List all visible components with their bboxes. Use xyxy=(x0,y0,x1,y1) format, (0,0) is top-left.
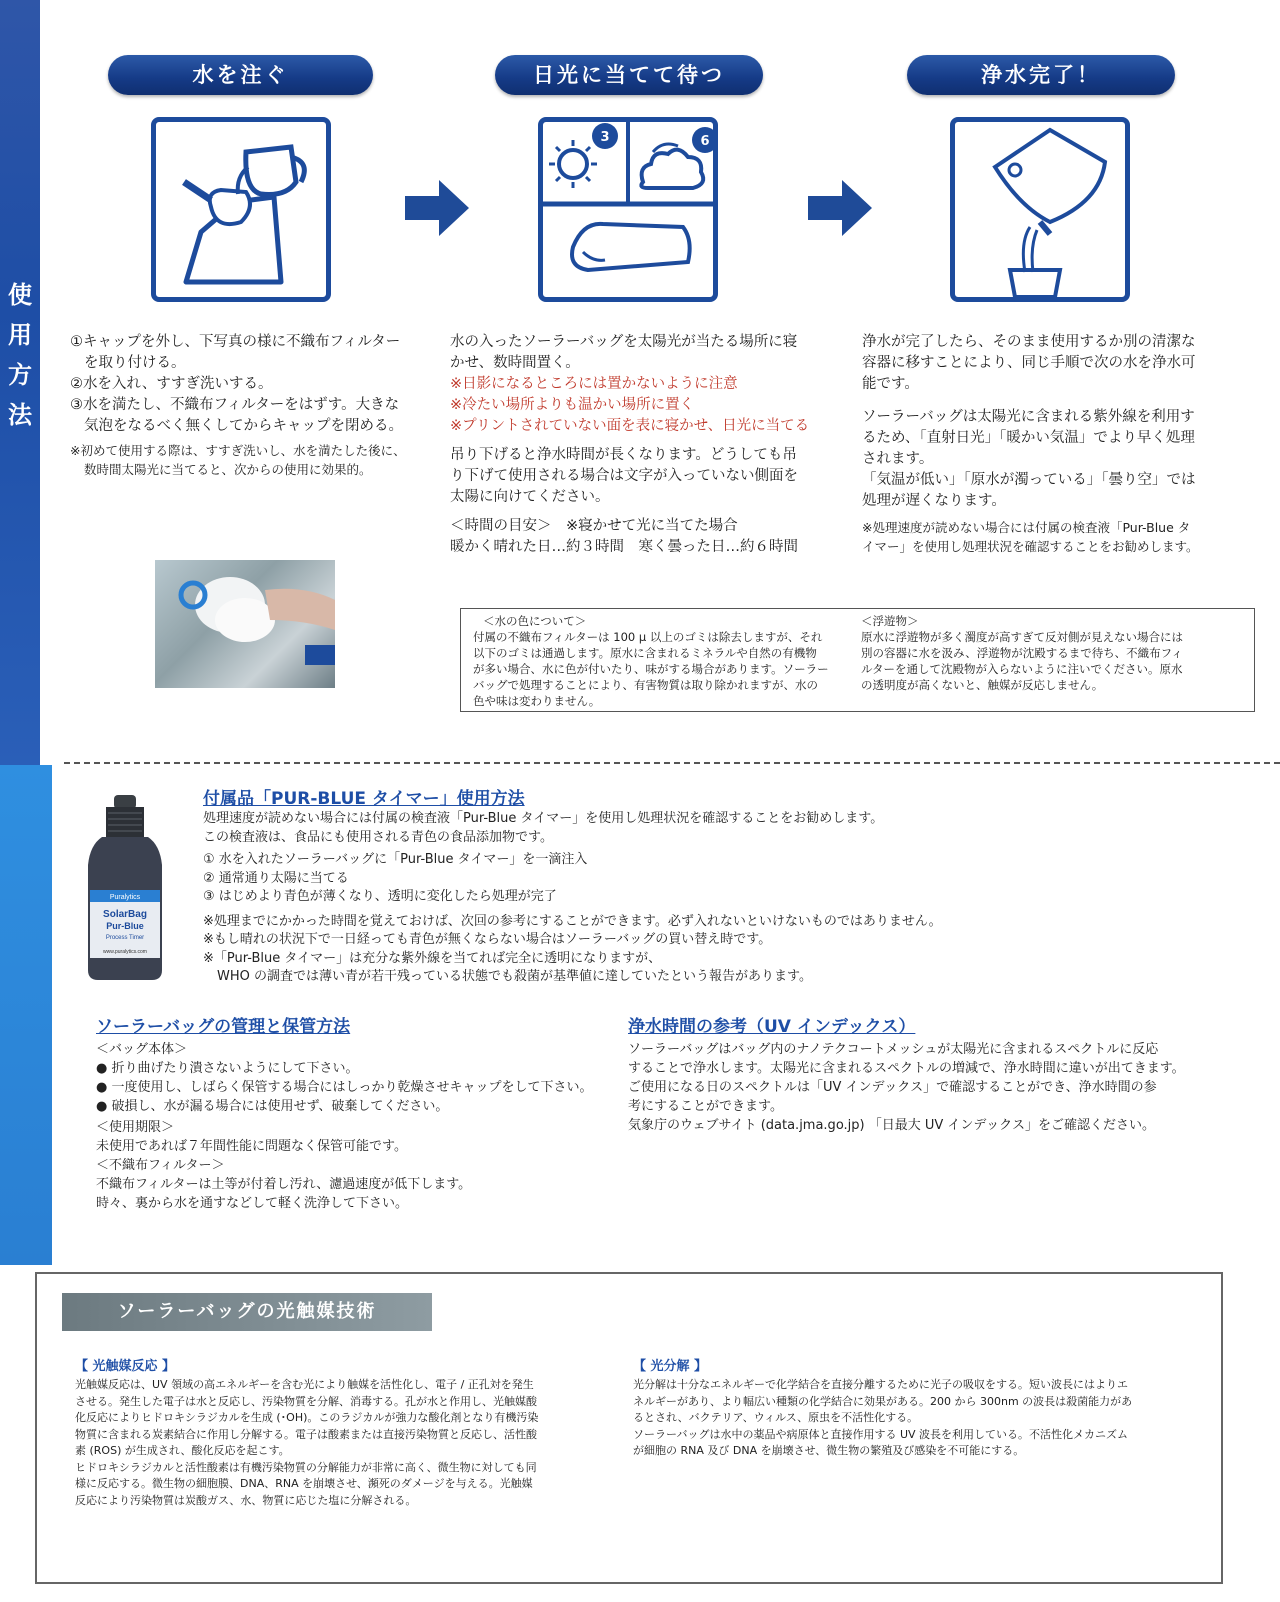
timer-note: ※「Pur-Blue タイマー」は充分な紫外線を当てれば完全に透明になりますが、 xyxy=(203,950,662,966)
arrow-right-icon xyxy=(405,180,469,236)
storage-heading: ＜バッグ本体＞ xyxy=(96,1042,188,1057)
tech-line: 素 (ROS) が生成され、酸化反応を起こす。 xyxy=(75,1444,290,1457)
step1-line: 気泡をなるべく無くしてからキャップを閉める。 xyxy=(84,418,403,434)
uv-line: することで浄水します。太陽光に含まれるスペクトルの増減で、浄水時間に違いが出てきます。 xyxy=(628,1061,1185,1076)
photolysis-text xyxy=(633,1377,1203,1460)
step3-line: 処理が遅くなります。 xyxy=(862,493,1006,509)
timer-note: ※処理までにかかった時間を覚えておけば、次回の参考にすることができます。必ず入れないといけないものではありません。 xyxy=(203,913,942,929)
step3-note: イマー」を使用し処理状況を確認することをお勧めします。 xyxy=(862,539,1199,554)
step1-note: 数時間太陽光に当てると、次からの使用に効果的。 xyxy=(84,462,372,477)
step3-line: るため、「直射日光」「暖かい気温」でより早く処理 xyxy=(862,430,1195,446)
step3-line: 「気温が低い」「原水が濁っている」「曇り空」では xyxy=(862,472,1196,488)
storage-section-body xyxy=(96,1040,616,1213)
step2-line: り下げて使用される場合は文字が入っていない側面を xyxy=(450,468,798,484)
tech-line: 光触媒反応は、UV 領域の高エネルギーを含む光により触媒を活性化し、電子 / 正孔対を発生 xyxy=(75,1378,534,1391)
step-1-title: 水を注ぐ xyxy=(108,55,373,95)
step2-line: 太陽に向けてください。 xyxy=(450,489,610,505)
step2-warning: ※プリントされていない面を表に寝かせ、日光に当てる xyxy=(450,418,810,434)
storage-line: 不織布フィルターは土等が付着し汚れ、濾過速度が低下します。 xyxy=(96,1177,472,1192)
step2-warning: ※日影になるところには置かないように注意 xyxy=(450,376,738,392)
step1-note: ※初めて使用する際は、すすぎ洗いし、水を満たした後に、 xyxy=(70,443,406,458)
uv-reference-body xyxy=(628,1040,1248,1135)
step2-line: かせ、数時間置く。 xyxy=(450,355,580,371)
step3-line: されます。 xyxy=(862,451,934,467)
note-line: 付属の不織布フィルターは 100 µ 以上のゴミは除去しますが、それ xyxy=(473,630,823,644)
step2-line: 吊り下げると浄水時間が長くなります。どうしても吊 xyxy=(450,447,797,463)
step-3-title: 浄水完了！ xyxy=(907,55,1175,95)
badge-6-hours: 6 xyxy=(700,134,710,149)
step2-line: 暖かく晴れた日…約３時間 寒く曇った日…約６時間 xyxy=(450,539,798,555)
arrow-right-icon xyxy=(808,180,872,236)
step2-line: ＜時間の目安＞ ※寝かせて光に当てた場合 xyxy=(450,518,738,534)
tech-box-title: ソーラーバッグの光触媒技術 xyxy=(62,1293,432,1331)
step1-line: を取り付ける。 xyxy=(84,355,186,371)
tech-line: 光分解は十分なエネルギーで化学結合を直接分離するために光子の吸収をする。短い波長にはよりエ xyxy=(633,1378,1128,1391)
photolysis-heading: 【 光分解 】 xyxy=(633,1359,708,1374)
timer-section-title: 付属品「PUR-BLUE タイマー」使用方法 xyxy=(203,789,525,809)
storage-line: 未使用であれば７年間性能に問題なく保管可能です。 xyxy=(96,1139,407,1154)
uv-reference-title: 浄水時間の参考（UV インデックス） xyxy=(628,1017,916,1037)
note-line: バッグで処理することにより、有害物質は取り除かれますが、水の xyxy=(473,678,818,692)
floating-matter-note xyxy=(861,613,1236,693)
step-3-instructions xyxy=(862,332,1242,556)
badge-3-hours: 3 xyxy=(600,130,610,145)
timer-section-body xyxy=(203,810,1253,987)
step3-line: 容器に移すことにより、同じ手順で次の水を浄水可 xyxy=(862,355,1196,371)
note-title: ＜浮遊物＞ xyxy=(861,614,919,628)
tech-line: るとされ、バクテリア、ウィルス、原虫を不活性化する。 xyxy=(633,1411,919,1424)
step3-line: 能です。 xyxy=(862,376,919,392)
uv-line: ご使用になる日のスペクトルは「UV インデックス」で確認することができ、浄水時間の参 xyxy=(628,1080,1157,1095)
pur-blue-bottle-image xyxy=(80,795,170,980)
storage-line: 時々、裏から水を通すなどして軽く洗浄して下さい。 xyxy=(96,1196,409,1211)
storage-bullet: ● 折り曲げたり潰さないようにして下さい。 xyxy=(96,1061,359,1076)
timer-step: ② 通常通り太陽に当てる xyxy=(203,870,349,886)
bottle-brand: Puralytics xyxy=(109,894,141,901)
tech-line: 様に反応する。微生物の細胞膜、DNA、RNA を崩壊させ、瀕死のダメージを与える。光触媒 xyxy=(75,1477,533,1490)
tech-line: 反応により汚染物質は炭酸ガス、水、物質に応じた塩に分解される。 xyxy=(75,1493,417,1507)
photocatalysis-heading: 【 光触媒反応 】 xyxy=(75,1359,176,1374)
timer-step: ① 水を入れたソーラーバッグに「Pur-Blue タイマー」を一滴注入 xyxy=(203,852,588,867)
step2-line: 水の入ったソーラーバッグを太陽光が当たる場所に寝 xyxy=(450,334,798,350)
tech-line: ネルギーがあり、より幅広い種類の化学結合に効果がある。200 から 300nm の波長は殺菌能力があ xyxy=(633,1394,1133,1408)
photocatalysis-text xyxy=(75,1377,605,1509)
tech-line: が細胞の RNA 及び DNA を崩壊させ、微生物の繁殖及び感染を不可能にする。 xyxy=(633,1444,1025,1457)
tech-line: ソーラーバッグは水中の薬品や病原体と直接作用する UV 波長を利用している。不活性化メカニズム xyxy=(633,1427,1129,1441)
note-line: 原水に浮遊物が多く濁度が高すぎて反対側が見えない場合には xyxy=(861,630,1183,644)
step1-line: ②水を入れ、すすぎ洗いする。 xyxy=(70,376,273,392)
timer-line: この検査液は、食品にも使用される青色の食品添加物です。 xyxy=(203,829,553,845)
note-line: 別の容器に水を汲み、浮遊物が沈殿するまで待ち、不織布フィ xyxy=(861,646,1183,660)
sunlight-wait-icon xyxy=(538,117,718,302)
sidebar-band-bottom xyxy=(0,765,52,1265)
step3-line: ソーラーバッグは太陽光に含まれる紫外線を利用す xyxy=(862,409,1195,425)
step-2-instructions xyxy=(450,332,850,558)
note-title: ＜水の色について＞ xyxy=(483,614,587,628)
step1-line: ③水を満たし、不織布フィルターをはずす。大きな xyxy=(70,397,400,413)
filter-attach-photo xyxy=(155,560,335,688)
step-1-instructions xyxy=(70,332,430,479)
tech-line: 化反応によりヒドロキシラジカルを生成 (･OH)。このラジカルが強力な酸化剤となり有機汚染 xyxy=(75,1411,539,1424)
step1-line: ①キャップを外し、下写真の様に不織布フィルター xyxy=(70,334,401,350)
note-line: が多い場合、水に色が付いたり、味がする場合があります。ソーラー xyxy=(473,662,829,676)
storage-bullet: ● 一度使用し、しばらく保管する場合にはしっかり乾燥させキャップをして下さい。 xyxy=(96,1080,593,1095)
timer-line: 処理速度が読めない場合には付属の検査液「Pur-Blue タイマー」を使用し処理状況を確認することをお勧めします。 xyxy=(203,811,884,826)
note-line: ルターを通して沈殿物が入らないように注いでください。原水 xyxy=(861,662,1183,676)
timer-note: WHO の調査では薄い青が若干残っている状態でも殺菌が基準値に達していたという報告があります。 xyxy=(217,969,812,984)
step3-line: 浄水が完了したら、そのまま使用するか別の清潔な xyxy=(862,334,1196,350)
bottle-line-2: Pur-Blue xyxy=(106,921,144,931)
note-line: 色や味は変わりません。 xyxy=(473,694,601,708)
bottle-line-1: SolarBag xyxy=(103,909,147,920)
bottle-line-3: Process Timer xyxy=(105,935,145,941)
step3-note: ※処理速度が読めない場合には付属の検査液「Pur-Blue タ xyxy=(862,520,1191,535)
section-divider xyxy=(64,762,1280,764)
tech-line: ヒドロキシラジカルと活性酸素は有機汚染物質の分解能力が非常に高く、微生物に対しても同 xyxy=(75,1460,537,1474)
bottle-url: www.puralytics.com xyxy=(103,949,147,955)
timer-step: ③ はじめより青色が薄くなり、透明に変化したら処理が完了 xyxy=(203,889,557,904)
water-color-note xyxy=(473,613,848,709)
sidebar-label-text: 使用方法 xyxy=(8,280,32,429)
timer-note: ※もし晴れの状況下で一日経っても青色が無くならない場合はソーラーバッグの買い替え時です。 xyxy=(203,932,772,947)
notes-box xyxy=(460,608,1255,712)
uv-line: 気象庁のウェブサイト (data.jma.go.jp) 「日最大 UV インデックス」をご確認ください。 xyxy=(628,1118,1156,1133)
tech-line: させる。発生した電子は水と反応し、汚染物質を分解、消毒する。孔が水と作用し、光触媒酸 xyxy=(75,1394,537,1408)
storage-heading: ＜不織布フィルター＞ xyxy=(96,1158,225,1173)
note-line: の透明度が高くないと、触媒が反応しません。 xyxy=(861,678,1104,692)
step-2-title: 日光に当てて待つ xyxy=(495,55,763,95)
storage-bullet: ● 破損し、水が漏る場合には使用せず、破棄してください。 xyxy=(96,1099,449,1114)
storage-section-title: ソーラーバッグの管理と保管方法 xyxy=(96,1017,351,1037)
uv-line: 考にすることができます。 xyxy=(628,1099,783,1114)
step2-warning: ※冷たい場所よりも温かい場所に置く xyxy=(450,397,695,413)
tech-line: 物質に含まれる炭素結合に作用し分解する。電子は酸素または直接汚染物質と反応し、活性酸 xyxy=(75,1427,537,1441)
pour-water-icon xyxy=(151,117,331,302)
uv-line: ソーラーバッグはバッグ内のナノテクコートメッシュが太陽光に含まれるスペクトルに反応 xyxy=(628,1042,1159,1057)
water-complete-icon xyxy=(950,117,1130,302)
storage-heading: ＜使用期限＞ xyxy=(96,1120,175,1135)
note-line: 以下のゴミは通過します。原水に含まれるミネラルや自然の有機物 xyxy=(473,646,817,660)
sidebar-label xyxy=(0,275,40,435)
